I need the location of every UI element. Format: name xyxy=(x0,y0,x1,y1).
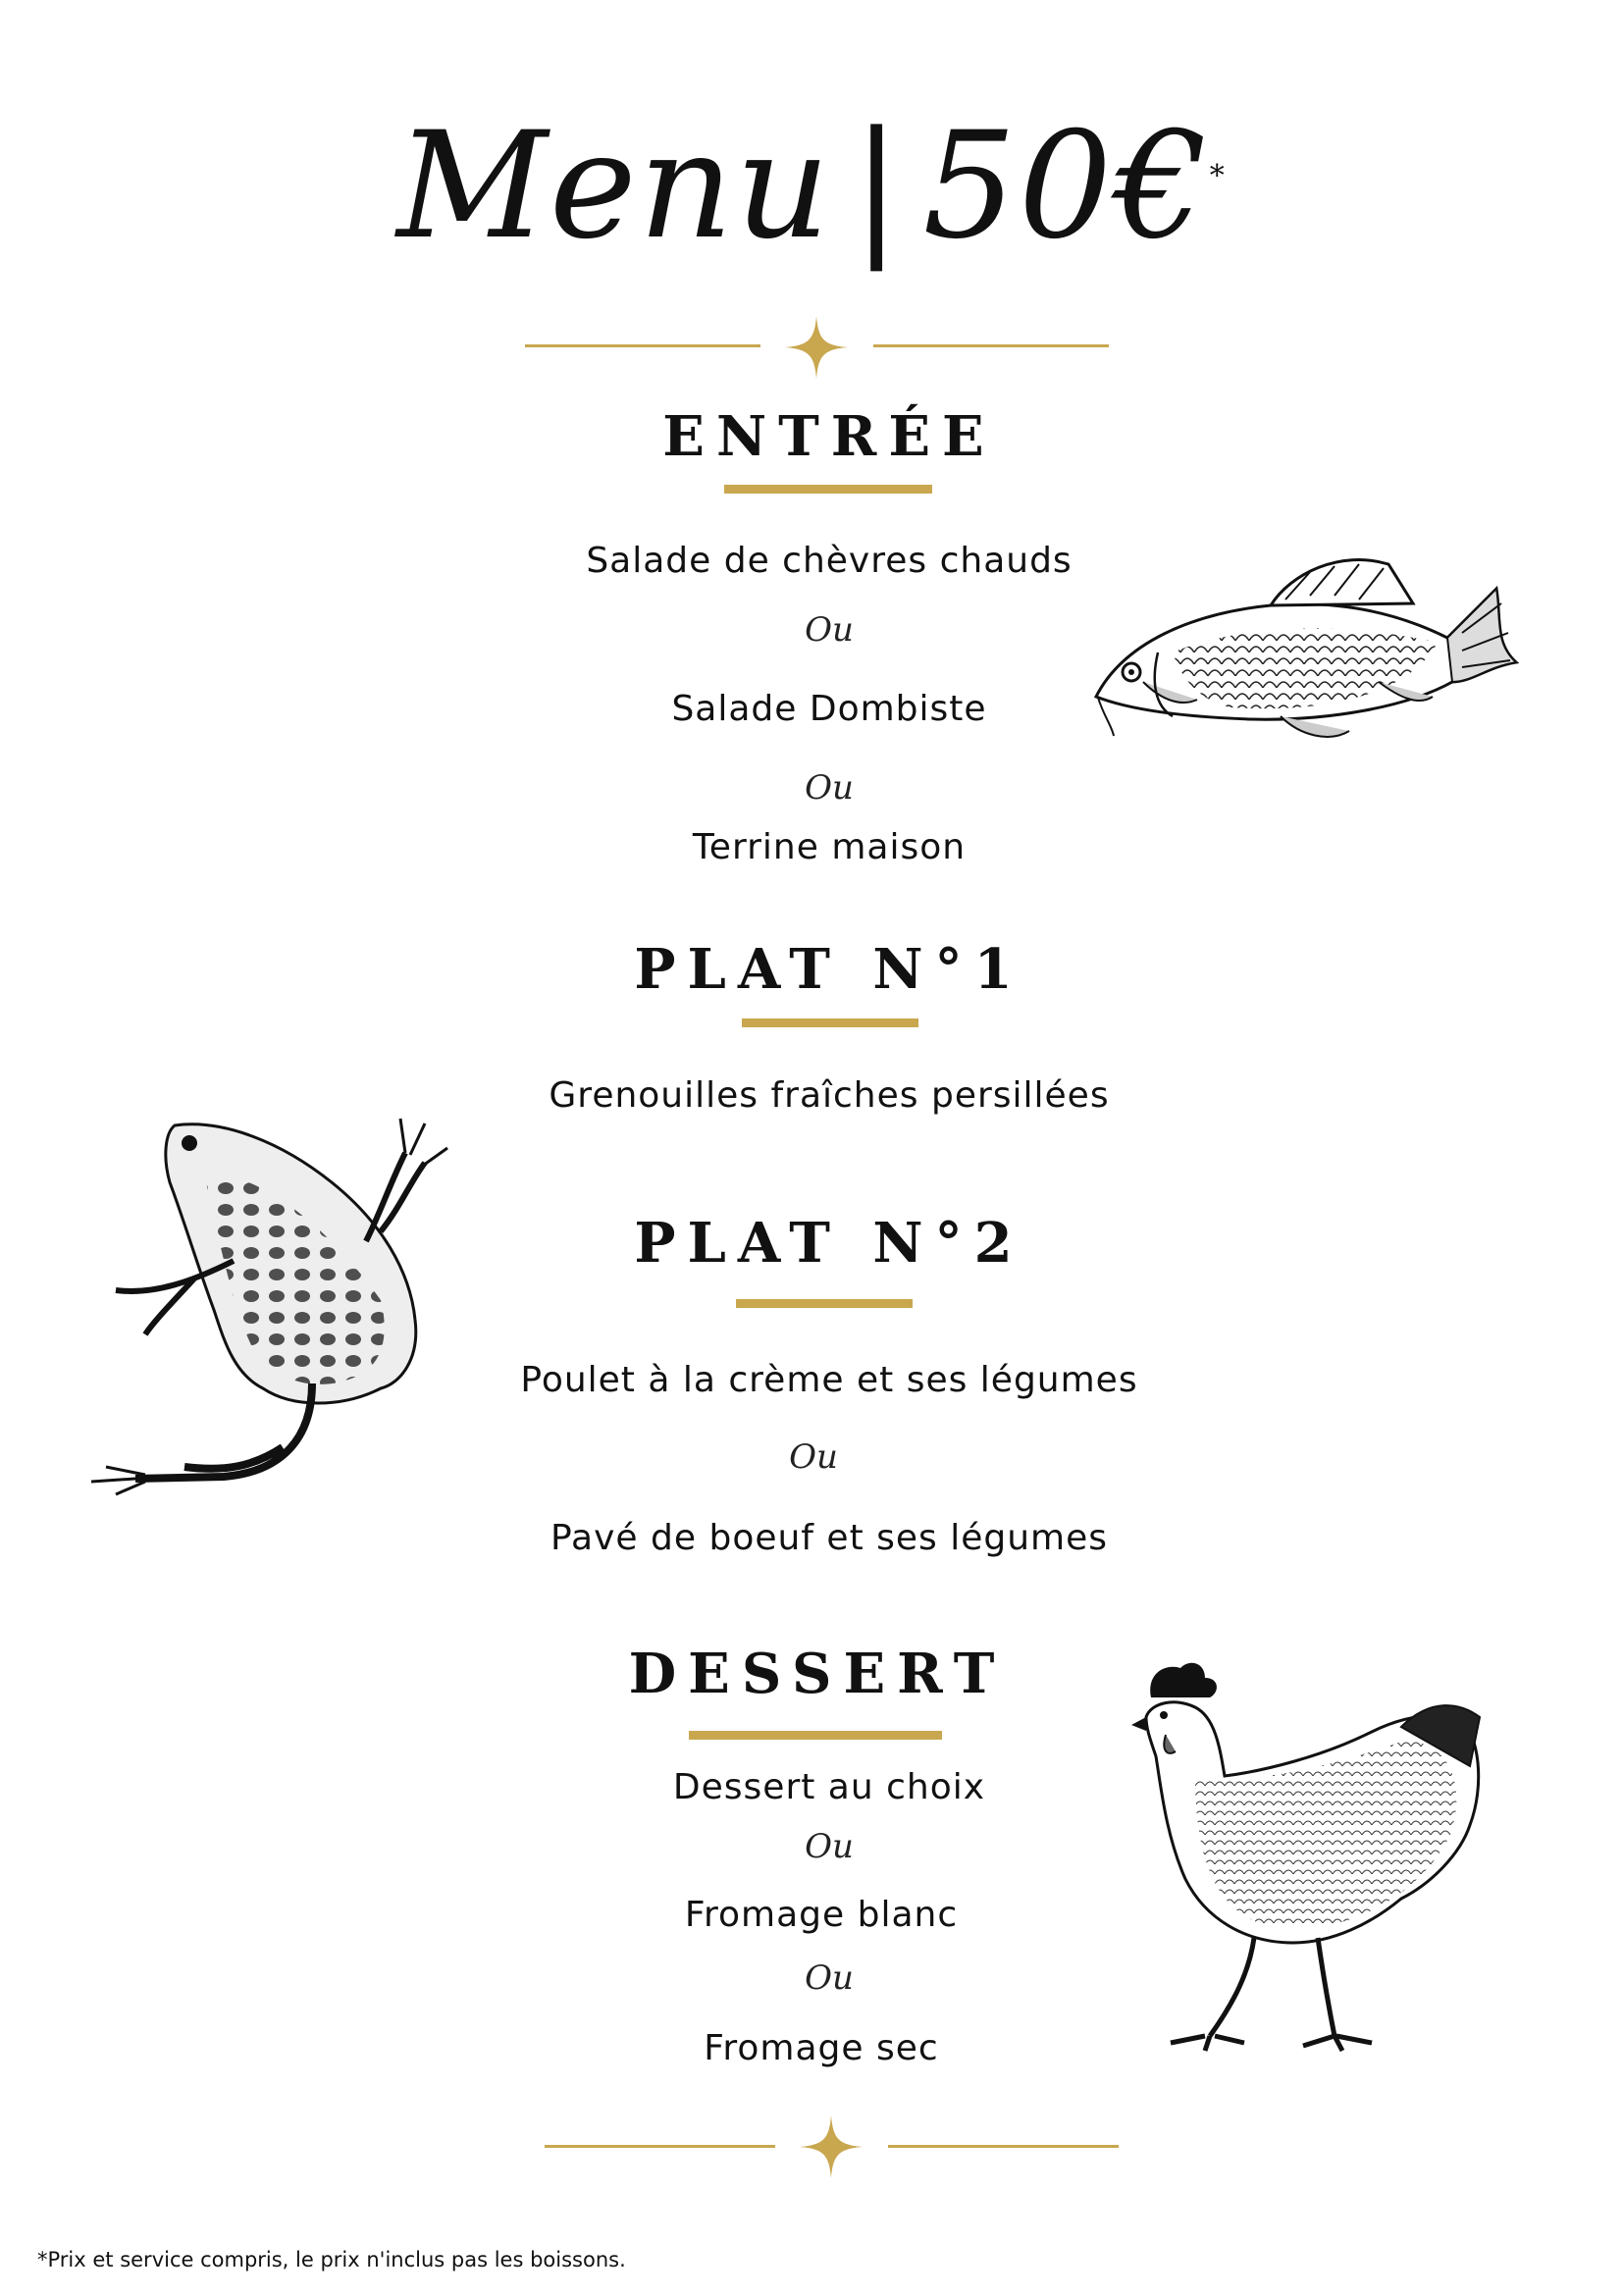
menu-price: 50€ xyxy=(922,101,1210,272)
menu-item: Fromage blanc xyxy=(684,1895,959,1935)
top-ornament-line-left xyxy=(525,344,760,347)
menu-item: Dessert au choix xyxy=(672,1767,986,1807)
plat-1-underline xyxy=(742,1018,918,1027)
or-separator: Ou xyxy=(805,1827,854,1866)
entree-underline xyxy=(724,485,932,494)
section-heading-plat-1: PLAT N°1 xyxy=(634,937,1024,1002)
menu-item: Terrine maison xyxy=(692,827,967,867)
menu-title-word: Menu xyxy=(396,101,832,272)
menu-item: Pavé de boeuf et ses légumes xyxy=(550,1518,1109,1558)
bottom-star-ornament-icon xyxy=(800,2115,863,2178)
top-star-ornament-icon xyxy=(785,316,848,379)
hen-illustration xyxy=(1107,1658,1485,2056)
bottom-ornament-line-left xyxy=(545,2145,775,2148)
plat-2-underline xyxy=(736,1299,913,1308)
section-heading-plat-2: PLAT N°2 xyxy=(634,1211,1024,1276)
bottom-ornament-line-right xyxy=(888,2145,1119,2148)
frog-illustration xyxy=(86,1114,508,1501)
title-separator: | xyxy=(851,101,904,272)
menu-item: Poulet à la crème et ses légumes xyxy=(520,1360,1138,1400)
price-asterisk: * xyxy=(1209,159,1227,193)
or-separator: Ou xyxy=(805,610,854,650)
section-heading-entree: ENTRÉE xyxy=(662,404,996,469)
footnote: *Prix et service compris, le prix n'inclus pas les boissons. xyxy=(37,2248,626,2271)
menu-item: Fromage sec xyxy=(704,2028,939,2068)
menu-title xyxy=(0,103,1623,270)
menu-item: Salade de chèvres chauds xyxy=(586,541,1073,581)
fish-illustration xyxy=(1084,535,1526,746)
section-heading-dessert: DESSERT xyxy=(628,1642,1007,1706)
menu-item: Salade Dombiste xyxy=(671,689,987,729)
or-separator: Ou xyxy=(805,1958,854,1998)
top-ornament-line-right xyxy=(873,344,1109,347)
menu-item: Grenouilles fraîches persillées xyxy=(549,1075,1110,1116)
or-separator: Ou xyxy=(805,768,854,808)
or-separator: Ou xyxy=(789,1437,838,1477)
dessert-underline xyxy=(689,1731,942,1740)
